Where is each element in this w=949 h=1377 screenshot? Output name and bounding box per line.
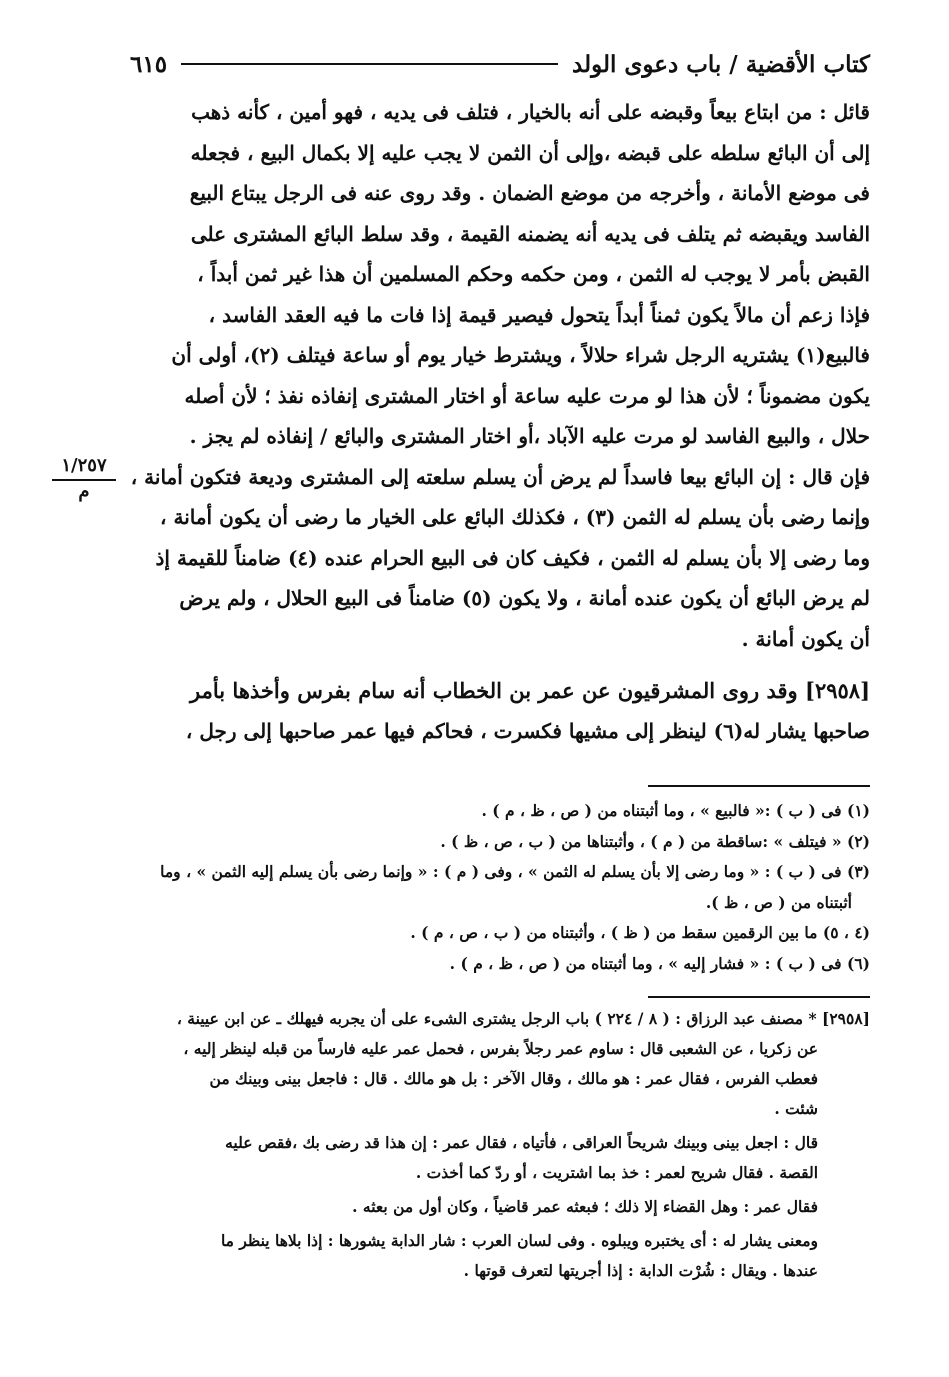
takhrij-line: القصة . فقال شريح لعمر : خذ بما اشتريت ، أو ردّ كما أخذت . (415, 1163, 818, 1182)
footnote-continuation: أثبتناه من ( ص ، ظ ). (705, 892, 852, 912)
body-line: فإذا زعم أن مالاً يكون ثمناً أبداً يتحول فيصير قيمة إذا فات ما فيه العقد الفاسد ، (208, 302, 870, 327)
body-line: إلى أن البائع سلطه على قبضه ،وإلى أن الثمن لا يجب عليه إلا بكمال البيع ، فجعله (190, 140, 870, 165)
chapter-title: كتاب الأقضية / باب دعوى الولد (572, 50, 870, 78)
body-line: وإنما رضى بأن يسلم له الثمن (٣) ، فكذلك البائع على الخيار ما رضى أن يكون أمانة ، (160, 505, 870, 529)
margin-ref-siglum: م (78, 481, 90, 502)
margin-ref-folio: ١/٢٥٧ (52, 455, 116, 481)
body-line: أن يكون أمانة . (741, 626, 870, 651)
footnote: (٤ ، ٥) ما بين الرقمين سقط من ( ظ ) ، وأثبتناه من ( ب ، ص ، م ) . (410, 923, 870, 942)
body-line: حلال ، والبيع الفاسد لو مرت عليه الآباد ،أو اختار المشترى والبائع / إنفاذه لم يجز . (189, 424, 870, 448)
running-header (130, 44, 870, 84)
main-text (130, 92, 870, 752)
takhrij-line: قال : اجعل بينى وبينك شريحاً العراقى ، فأتياه ، فقال عمر : إن هذا قد رضى بك ،فقص عليه (225, 1133, 818, 1152)
body-line: يكون مضموناً ؛ لأن هذا لو مرت عليه ساعة أو اختار المشترى إنفاذه نفذ ؛ لأن أصله (184, 383, 870, 408)
header-rule (181, 63, 558, 65)
body-line: القبض بأمر لا يوجب له الثمن ، ومن حكمه وحكم المسلمين أن هذا غير ثمن أبداً ، (197, 262, 870, 286)
manuscript-margin-ref (52, 455, 116, 503)
takhrij-line: عندها . ويقال : شُرْت الدابة : إذا أجريتها لتعرف قوتها . (463, 1261, 818, 1280)
body-line: الفاسد ويقبضه ثم يتلف فى يديه أنه يضمنه القيمة ، وقد سلط البائع المشترى على (190, 221, 870, 246)
takhrij-line: عن زكريا ، عن الشعبى قال : ساوم عمر رجلاً بفرس ، فحمل عمر عليه فارساً من قبله لينظر إليه ، (183, 1039, 818, 1058)
hadith-number: [٢٩٥٨] (805, 678, 870, 703)
footnote: (٣) فى ( ب ) : « وما رضى إلا بأن يسلم له الثمن » ، وفى ( م ) : « وإنما رضى بأن يسلم إليه الثمن » ، وما (160, 862, 870, 881)
takhrij-line: فعطب الفرس ، فقال عمر : هو مالك ، وقال الآخر : بل هو مالك . قال : فاجعل بينى وبينك من (209, 1069, 818, 1088)
page-number: ٦١٥ (130, 50, 168, 78)
footnote-separator (648, 785, 870, 787)
takhrij-line: شئت . (774, 1099, 818, 1118)
body-line: وما رضى إلا بأن يسلم له الثمن ، فكيف كان فى البيع الحرام عنده (٤) ضامناً للقيمة إذ (155, 545, 870, 570)
takhrij-line: فقال عمر : وهل القضاء إلا ذلك ؛ فبعثه عمر قاضياً ، وكان أول من بعثه . (352, 1197, 818, 1216)
hadith-text: وقد روى المشرقيون عن عمر بن الخطاب أنه سام بفرس وأخذها بأمر (190, 678, 798, 703)
takhrij-lead: [٢٩٥٨] * مصنف عبد الرزاق : ( ٨ / ٢٢٤ ) باب الرجل يشترى الشىء على أن يجربه فيهلك ـ عن ابن عيينة ، (176, 1009, 870, 1028)
hadith-line (130, 671, 870, 711)
body-line: فالبيع(١) يشتريه الرجل شراء حلالاً ، ويشترط خيار يوم أو ساعة فيتلف (٢)، أولى أن (171, 343, 870, 367)
body-line: فإن قال : إن البائع بيعا فاسداً لم يرض أن يسلم سلعته إلى المشترى وديعة فتكون أمانة ، (130, 464, 870, 489)
footnotes (130, 796, 870, 979)
takhrij-notes (130, 1004, 870, 1286)
footnote: (٦) فى ( ب ) : « فشار إليه » ، وما أثبتناه من ( ص ، ظ ، م ) . (449, 953, 870, 973)
body-line: فى موضع الأمانة ، وأخرجه من موضع الضمان . وقد روى عنه فى الرجل يبتاع البيع (189, 181, 870, 205)
takhrij-separator (648, 996, 870, 998)
body-line: لم يرض البائع أن يكون عنده أمانة ، ولا يكون (٥) ضامناً فى البيع الحلال ، ولم يرض (179, 586, 870, 610)
footnote: (١) فى ( ب ) :« فالبيع » ، وما أثبتناه من ( ص ، ظ ، م ) . (481, 801, 870, 820)
hadith-line: صاحبها يشار له(٦) لينظر إلى مشيها فكسرت ، فحاكم فيها عمر صاحبها إلى رجل ، (185, 719, 870, 743)
takhrij-line: ومعنى يشار له : أى يختبره ويبلوه . وفى لسان العرب : شار الدابة يشورها : إذا بلاها ينظر ما (220, 1231, 818, 1250)
footnote: (٢) « فيتلف » :ساقطة من ( م ) ، وأثبتناها من ( ب ، ص ، ظ ) . (440, 831, 870, 851)
body-line: قائل : من ابتاع بيعاً وقبضه على أنه بالخيار ، فتلف فى يديه ، فهو أمين ، كأنه ذهب (191, 100, 870, 124)
